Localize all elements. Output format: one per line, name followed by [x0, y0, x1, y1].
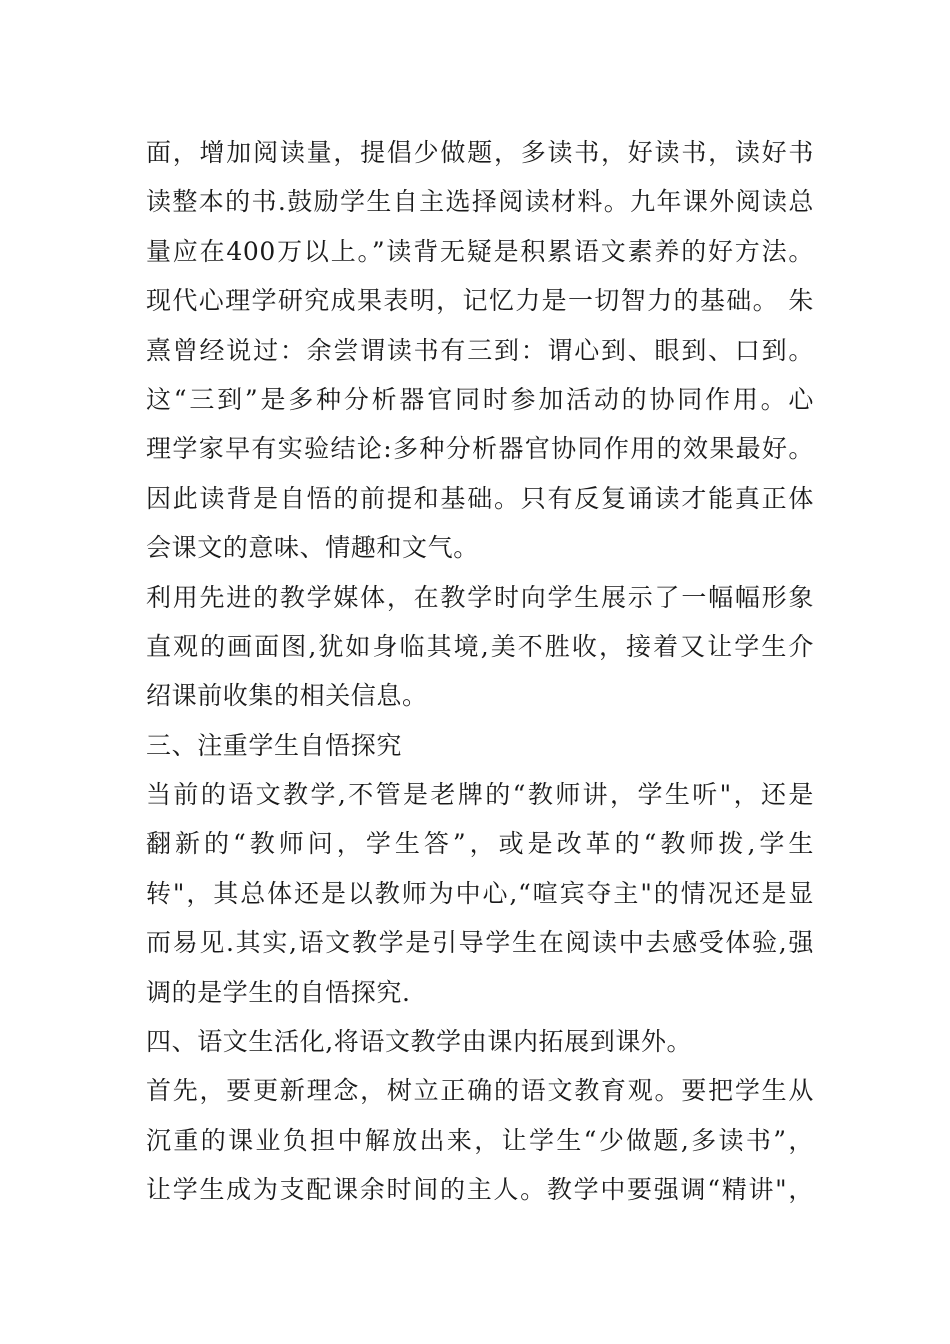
text-line: 理学家早有实验结论:多种分析器官协同作用的效果最好。 — [146, 434, 814, 464]
text-line: 熹曾经说过：余尝谓读书有三到：谓心到、眼到、口到。 — [146, 335, 814, 365]
text-line: 翻新的“教师问，学生答”，或是改革的“教师拨,学生 — [146, 829, 814, 859]
text-line: 沉重的课业负担中解放出来，让学生“少做题,多读书”， — [146, 1125, 814, 1155]
text-line: 调的是学生的自悟探究. — [146, 977, 411, 1007]
document-body — [146, 128, 814, 1215]
text-line: 利用先进的教学媒体，在教学时向学生展示了一幅幅形象 — [146, 582, 814, 612]
section-heading: 三、注重学生自悟探究 — [146, 730, 403, 760]
text-line: 面，增加阅读量，提倡少做题，多读书，好读书，读好书 — [146, 138, 814, 167]
text-line: 直观的画面图,犹如身临其境,美不胜收，接着又让学生介 — [146, 631, 814, 661]
text-line: 让学生成为支配课余时间的主人。教学中要强调“精讲"， — [146, 1175, 814, 1205]
text-line: 而易见.其实,语文教学是引导学生在阅读中去感受体验,强 — [146, 928, 814, 958]
text-line: 这“三到”是多种分析器官同时参加活动的协同作用。心 — [146, 384, 814, 414]
text-line: 首先，要更新理念，树立正确的语文教育观。要把学生从 — [146, 1076, 814, 1106]
text-line: 读整本的书.鼓励学生自主选择阅读材料。九年课外阅读总 — [146, 187, 814, 217]
text-line: 会课文的意味、情趣和文气。 — [146, 533, 479, 563]
text-line: 绍课前收集的相关信息。 — [146, 681, 428, 711]
text-line: 现代心理学研究成果表明，记忆力是一切智力的基础。 朱 — [146, 286, 814, 316]
section-heading: 四、语文生活化,将语文教学由课内拓展到课外。 — [146, 1027, 693, 1057]
text-line: 因此读背是自悟的前提和基础。只有反复诵读才能真正体 — [146, 483, 814, 513]
text-line: 当前的语文教学,不管是老牌的“教师讲，学生听"，还是 — [146, 780, 814, 810]
text-line: 转"，其总体还是以教师为中心,“喧宾夺主"的情况还是显 — [146, 878, 814, 908]
text-line: 量应在400万以上。”读背无疑是积累语文素养的好方法。 — [146, 236, 814, 266]
